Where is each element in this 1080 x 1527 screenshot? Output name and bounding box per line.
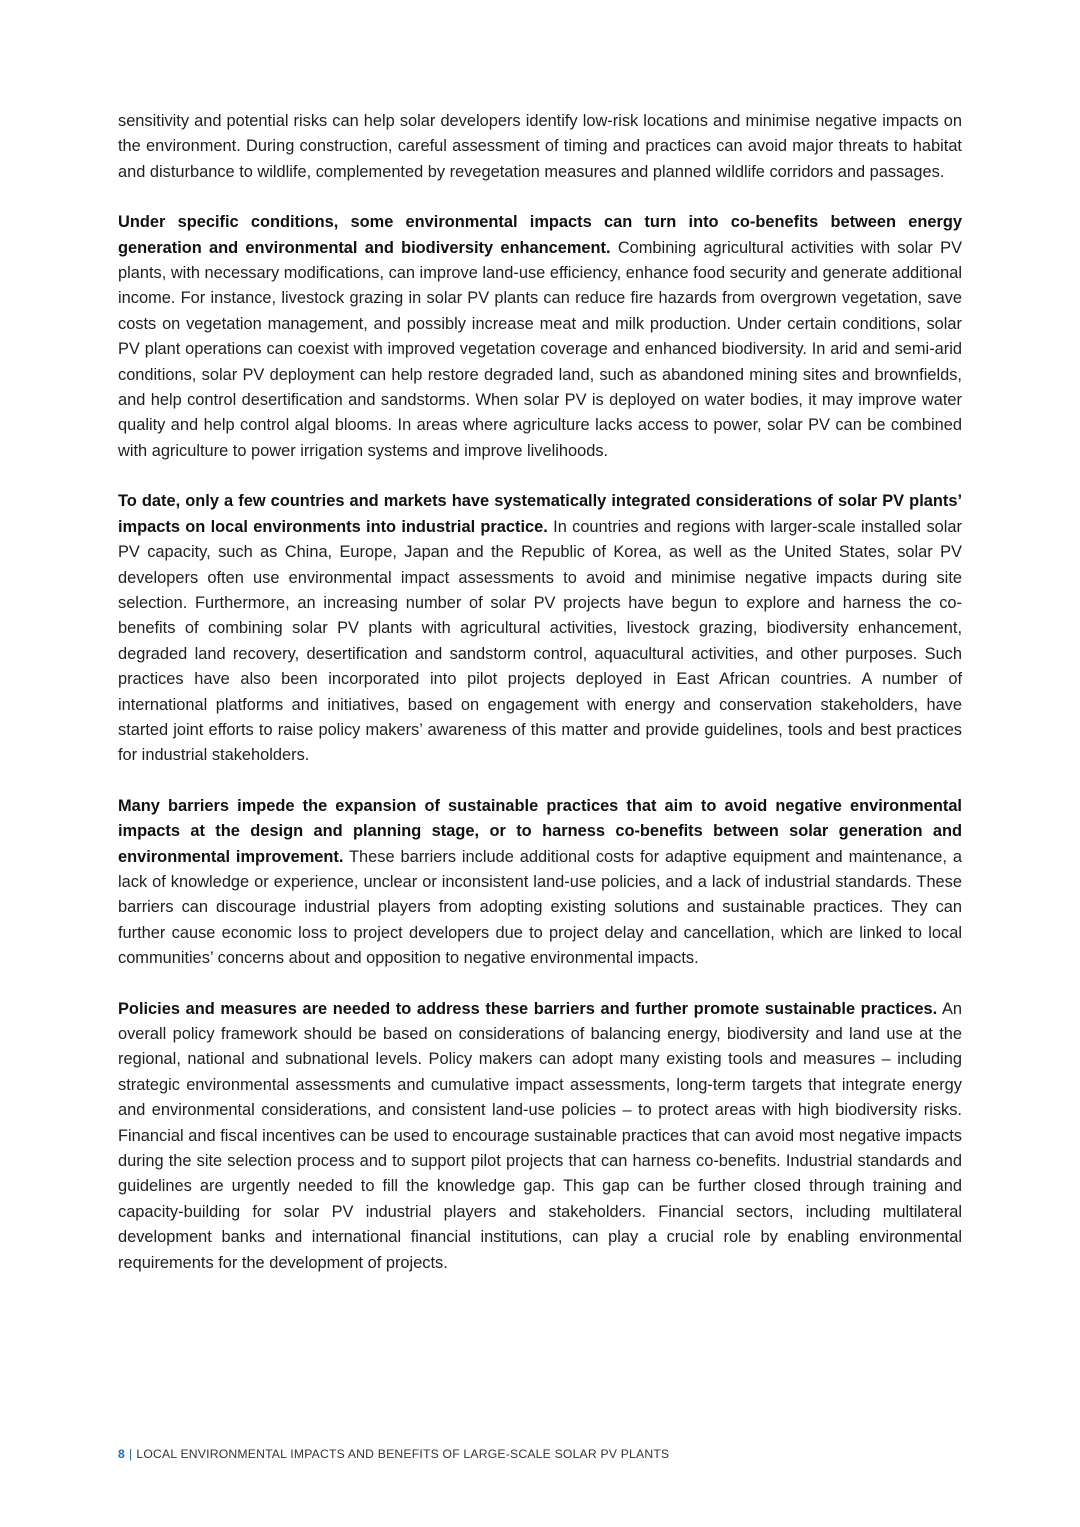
document-body xyxy=(118,109,962,1301)
paragraph-4 xyxy=(118,794,962,972)
paragraph-2 xyxy=(118,210,962,464)
paragraph-2-text: Combining agricultural activities with solar PV plants, with necessary modifications, can improve land-use efficiency, enhance food security and generate additional income. For instance, livestock grazing in solar PV plants can reduce fire hazards from overgrown vegetation, save costs on vegetation management, and possibly increase meat and milk production. Under certain conditions, solar PV plant operations can coexist with improved vegetation coverage and enhanced biodiversity. In arid and semi-arid conditions, solar PV deployment can help restore degraded land, such as abandoned mining sites and brownfields, and help control desertification and sandstorms. When solar PV is deployed on water bodies, it may improve water quality and help control algal blooms. In areas where agriculture lacks access to power, solar PV can be combined with agriculture to power irrigation systems and improve livelihoods. xyxy=(118,238,963,460)
paragraph-1 xyxy=(118,109,962,185)
page-number: 8 xyxy=(118,1447,125,1461)
footer-separator: | xyxy=(128,1447,133,1461)
paragraph-5-text: An overall policy framework should be based on considerations of balancing energy, biodiversity and land use at the regional, national and subnational levels. Policy makers can adopt many existing tools and measures – including strategic environmental assessments and cumulative impact assessments, long-term targets that integrate energy and environmental considerations, and consistent land-use policies – to protect areas with high biodiversity risks. Financial and fiscal incentives can be used to encourage sustainable practices that can avoid most negative impacts during the site selection process and to support pilot projects that can harness co-benefits. Industrial standards and guidelines are urgently needed to fill the knowledge gap. This gap can be further closed through training and capacity-building for solar PV industrial players and stakeholders. Financial sectors, including multilateral development banks and international financial institutions, can play a crucial role by enabling environmental requirements for the development of projects. xyxy=(118,999,963,1272)
paragraph-4-text: These barriers include additional costs for adaptive equipment and maintenance, a lack of knowledge or experience, unclear or inconsistent land-use policies, and a lack of industrial standards. These barriers can discourage industrial players from adopting existing solutions and sustainable practices. They can further cause economic loss to project developers due to project delay and cancellation, which are linked to local communities’ concerns about and opposition to negative environmental impacts. xyxy=(118,847,962,968)
paragraph-1-text: sensitivity and potential risks can help solar developers identify low-risk locations and minimise negative impacts on the environment. During construction, careful assessment of timing and practices can avoid major threats to habitat and disturbance to wildlife, complemented by revegetation measures and planned wildlife corridors and passages. xyxy=(118,112,962,181)
paragraph-4-lead: Many barriers impede the expansion of sustainable practices that aim to avoid negative environmental impacts at the design and planning stage, or to harness co-benefits between solar generation and environmental improvement. xyxy=(118,796,962,866)
paragraph-5 xyxy=(118,997,962,1276)
paragraph-5-lead: Policies and measures are needed to address these barriers and further promote sustainable practices. xyxy=(118,999,938,1018)
running-title: LOCAL ENVIRONMENTAL IMPACTS AND BENEFITS OF LARGE-SCALE SOLAR PV PLANTS xyxy=(136,1447,670,1461)
page-footer xyxy=(118,1447,669,1461)
paragraph-3-lead: To date, only a few countries and markets have systematically integrated considerations of solar PV plants’ impacts on local environments into industrial practice. xyxy=(118,492,962,536)
paragraph-2-lead: Under specific conditions, some environmental impacts can turn into co-benefits between energy generation and environmental and biodiversity enhancement. xyxy=(118,213,962,257)
paragraph-3-text: In countries and regions with larger-scale installed solar PV capacity, such as China, Europe, Japan and the Republic of Korea, as well as the United States, solar PV developers often use environmental impact assessments to avoid and minimise negative impacts during site selection. Furthermore, an increasing number of solar PV projects have begun to explore and harness the co-benefits of combining solar PV plants with agricultural activities, livestock grazing, biodiversity enhancement, degraded land recovery, desertification and sandstorm control, aquacultural activities, and other purposes. Such practices have also been incorporated into pilot projects deployed in East African countries. A number of international platforms and initiatives, based on engagement with energy and conservation stakeholders, have started joint efforts to raise policy makers’ awareness of this matter and provide guidelines, tools and best practices for industrial stakeholders. xyxy=(118,517,962,765)
paragraph-3 xyxy=(118,489,962,768)
